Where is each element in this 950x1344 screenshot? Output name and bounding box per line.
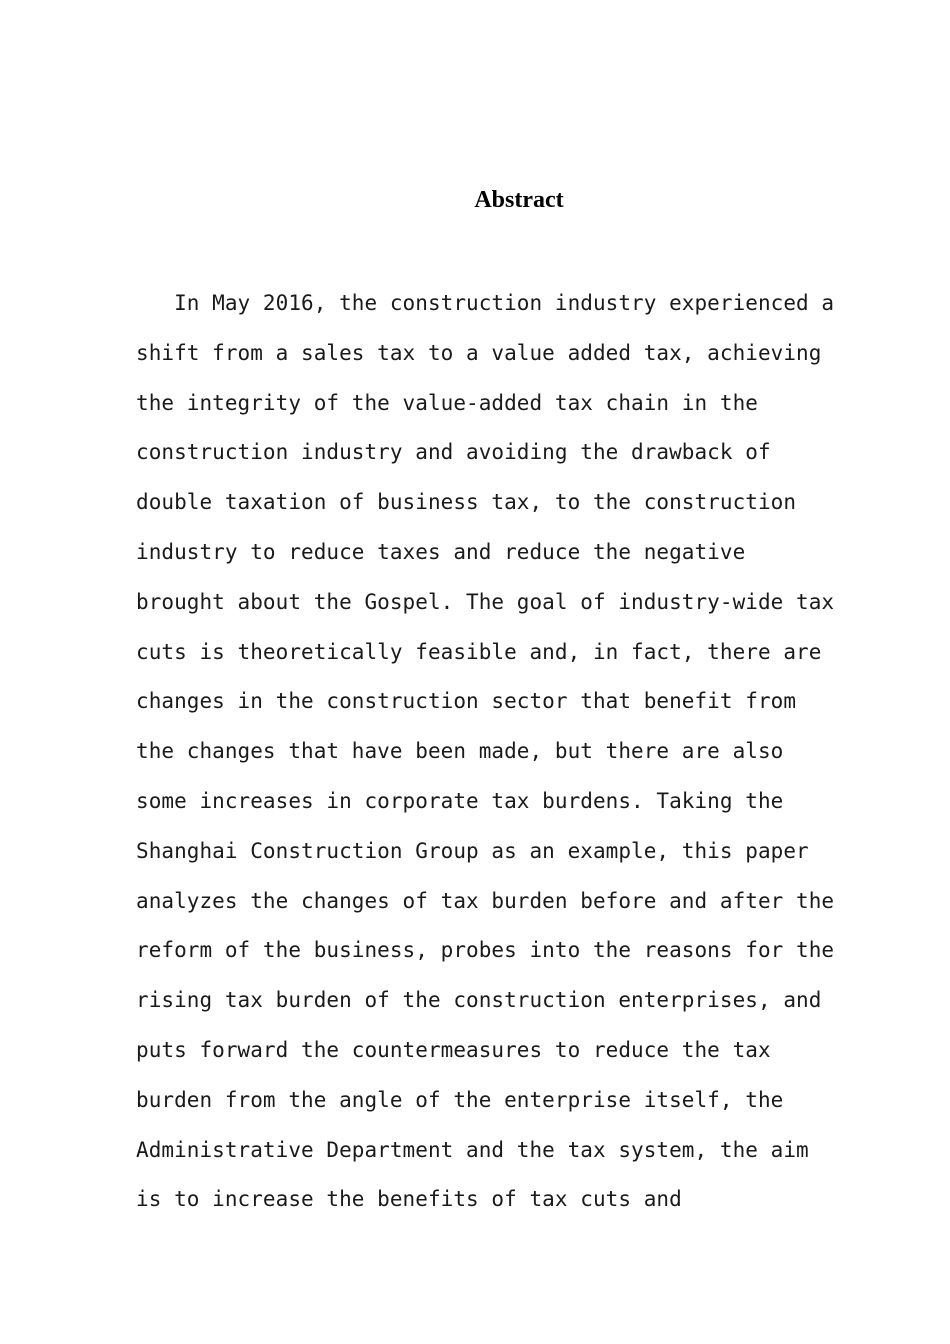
abstract-line: rising tax burden of the construction enterprises, and xyxy=(136,988,822,1013)
abstract-line: some increases in corporate tax burdens. Taking the xyxy=(136,788,784,813)
abstract-line: cuts is theoretically feasible and, in fact, there are xyxy=(136,639,822,664)
abstract-line: Administrative Department and the tax system, the aim xyxy=(136,1137,809,1162)
abstract-line: double taxation of business tax, to the construction xyxy=(136,490,797,515)
abstract-line: puts forward the countermeasures to reduce the tax xyxy=(136,1037,771,1062)
abstract-line: burden from the angle of the enterprise itself, the xyxy=(136,1087,784,1112)
abstract-line: the integrity of the value-added tax chain in the xyxy=(136,390,758,415)
abstract-heading: Abstract xyxy=(474,187,564,213)
abstract-line: the changes that have been made, but there are also xyxy=(136,739,784,764)
abstract-line: industry to reduce taxes and reduce the negative xyxy=(136,539,746,564)
abstract-line: brought about the Gospel. The goal of industry-wide tax xyxy=(136,589,835,614)
abstract-line: In May 2016, the construction industry experienced a xyxy=(136,291,835,315)
abstract-body xyxy=(136,279,856,1225)
abstract-line: reform of the business, probes into the reasons for the xyxy=(136,938,835,963)
abstract-line: changes in the construction sector that benefit from xyxy=(136,689,797,714)
abstract-line: is to increase the benefits of tax cuts and xyxy=(136,1187,682,1212)
abstract-line: shift from a sales tax to a value added tax, achieving xyxy=(136,340,822,365)
abstract-line: construction industry and avoiding the drawback of xyxy=(136,440,771,465)
abstract-line: Shanghai Construction Group as an example, this paper xyxy=(136,838,809,863)
abstract-line: analyzes the changes of tax burden before and after the xyxy=(136,888,835,913)
